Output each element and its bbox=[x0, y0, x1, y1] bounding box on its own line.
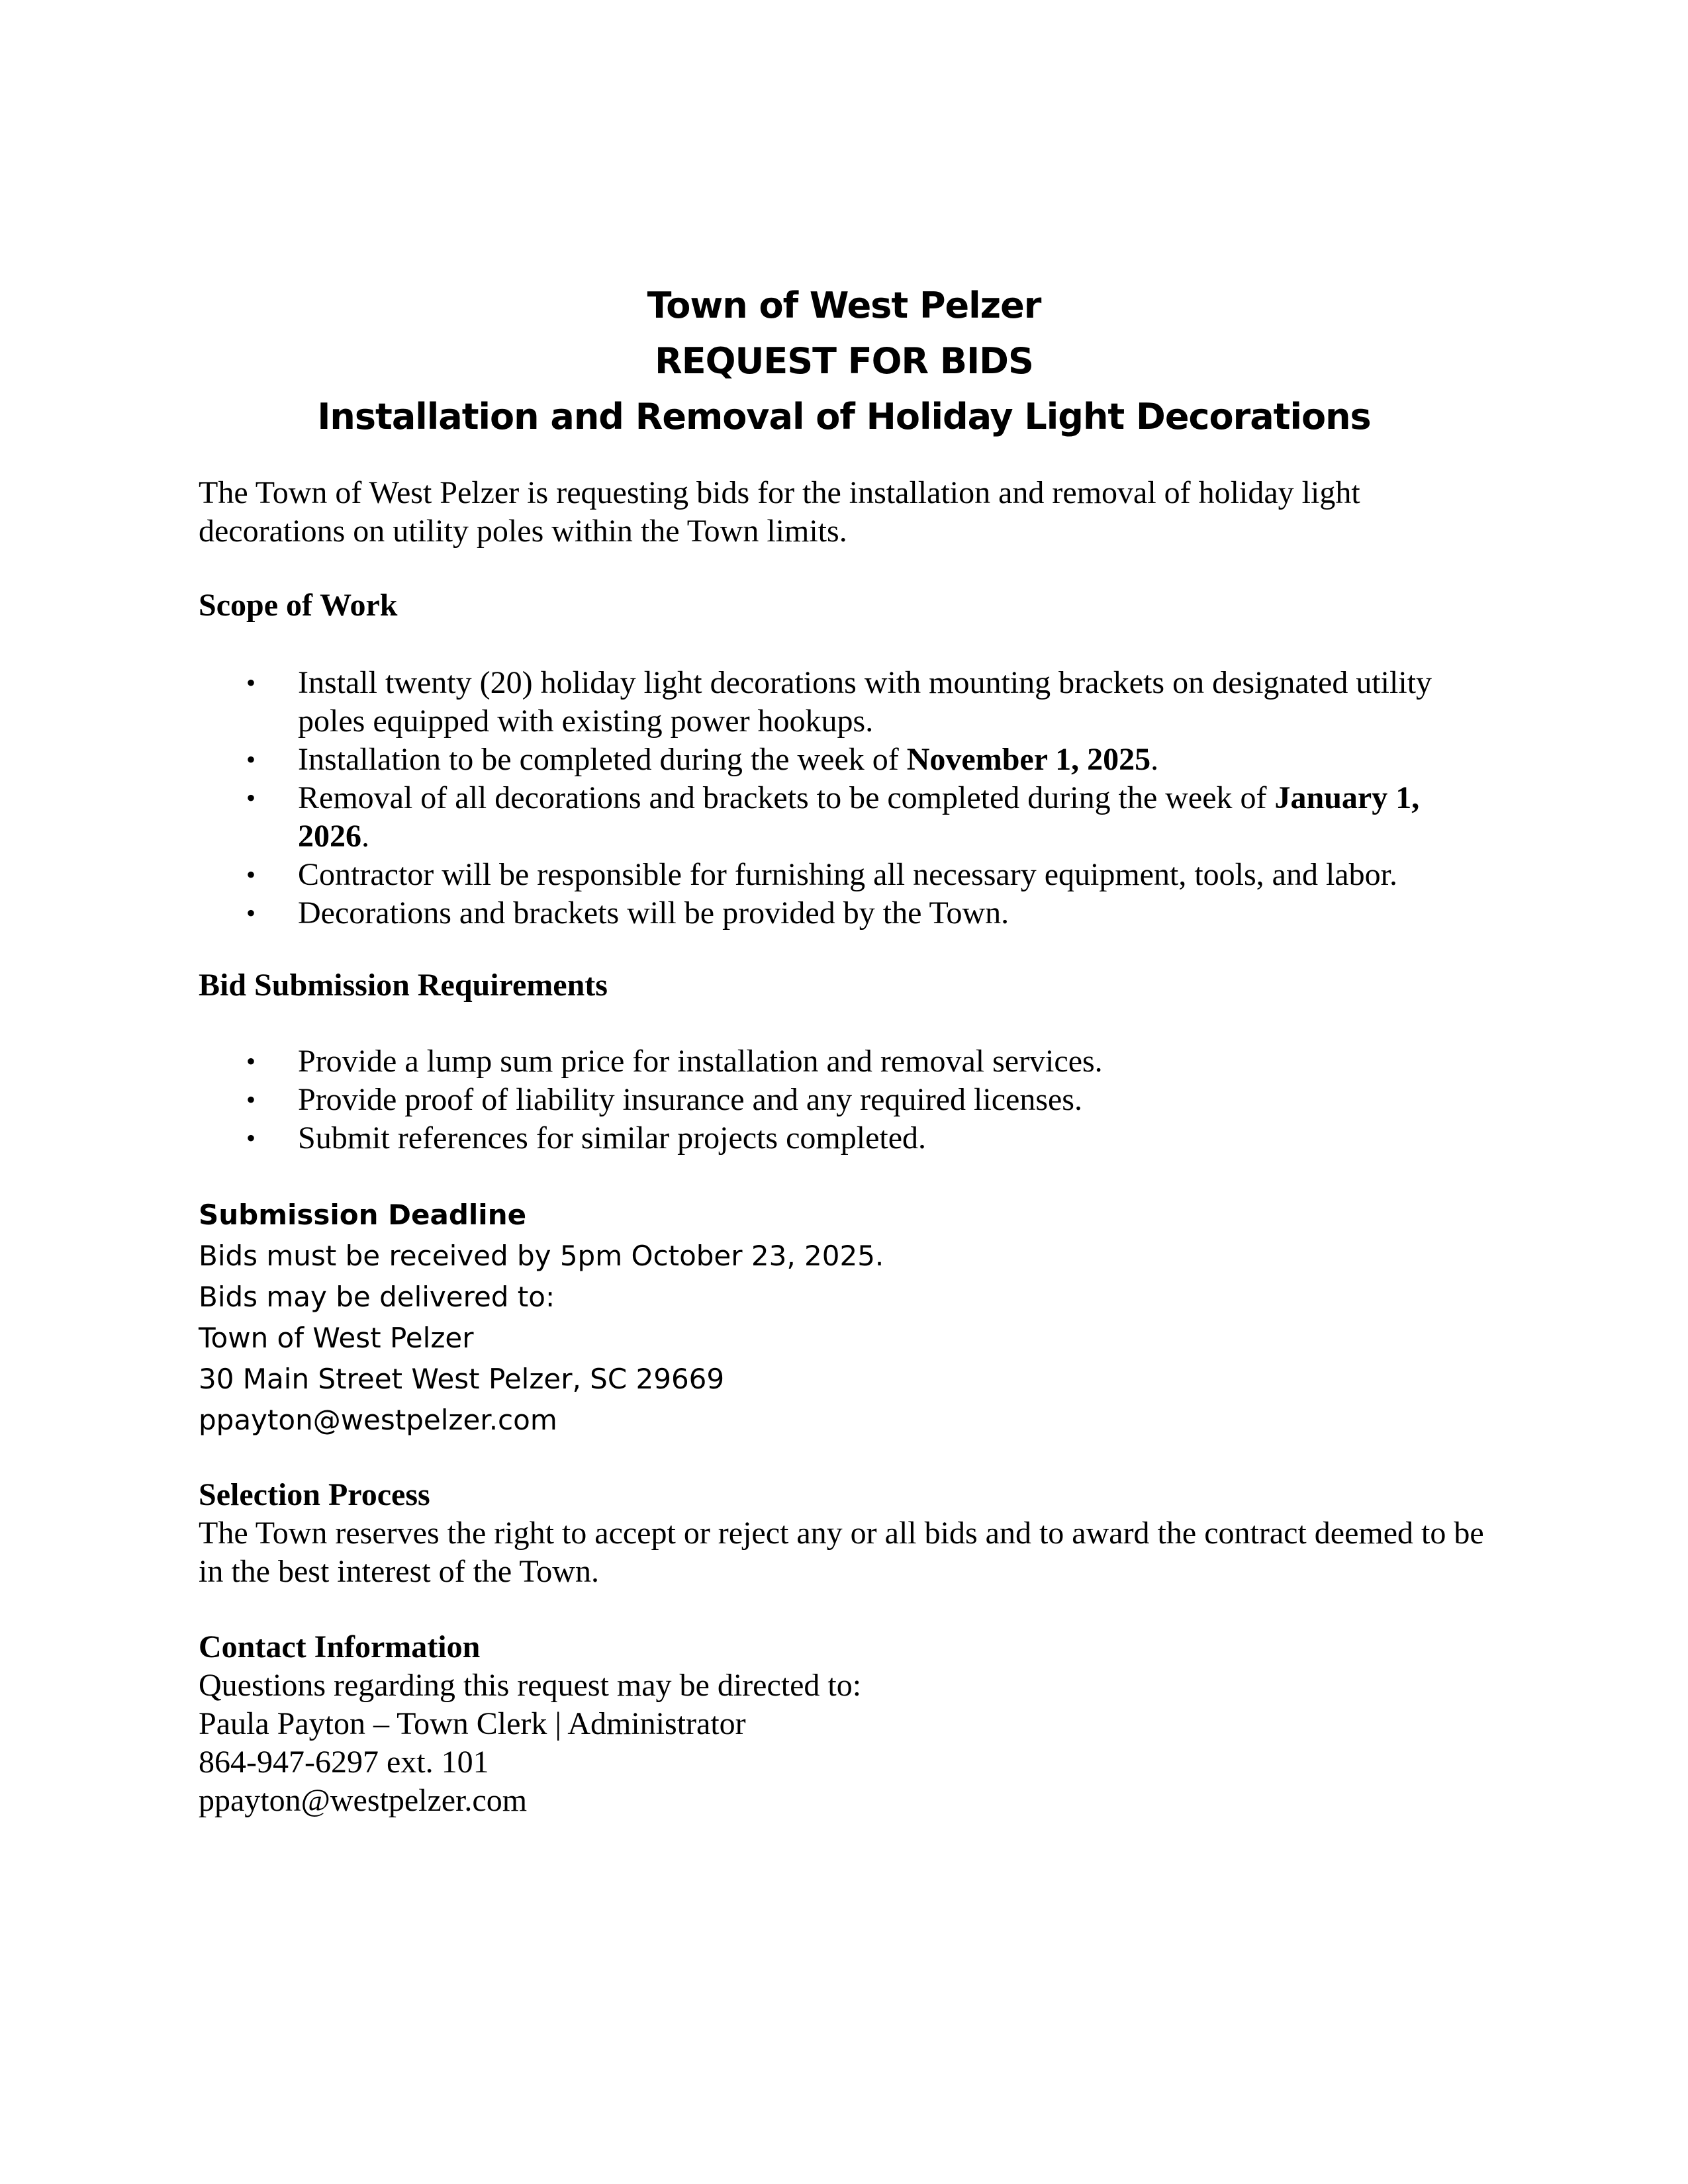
contact-heading: Contact Information bbox=[199, 1629, 481, 1664]
install-date: November 1, 2025 bbox=[906, 742, 1151, 777]
list-item: • Submit references for similar projects completed. bbox=[199, 1119, 1496, 1158]
bullet-icon: • bbox=[246, 898, 256, 928]
scope-list bbox=[199, 664, 1496, 933]
list-item: • Install twenty (20) holiday light decorations with mounting brackets on designated utility poles equipped with existing power hookups. bbox=[246, 665, 1432, 739]
delivery-intro-line: Bids may be delivered to: bbox=[199, 1281, 555, 1313]
list-item: • Decorations and brackets will be provided by the Town. bbox=[199, 894, 1496, 933]
selection-section bbox=[199, 1476, 1496, 1591]
town-title: Town of West Pelzer bbox=[647, 285, 1041, 326]
contact-intro-line: Questions regarding this request may be directed to: bbox=[199, 1668, 862, 1703]
document-type-title: REQUEST FOR BIDS bbox=[655, 340, 1033, 382]
document-subject-title: Installation and Removal of Holiday Light Decorations bbox=[317, 396, 1371, 437]
scope-list-container bbox=[199, 664, 1496, 933]
bullet-icon: • bbox=[246, 745, 256, 774]
bullet-icon: • bbox=[246, 1123, 256, 1153]
list-item: • Installation to be completed during the week of November 1, 2025. bbox=[199, 741, 1496, 779]
delivery-address-line: 30 Main Street West Pelzer, SC 29669 bbox=[199, 1363, 725, 1395]
delivery-name-line: Town of West Pelzer bbox=[199, 1322, 474, 1354]
intro-paragraph bbox=[199, 474, 1496, 551]
list-item: • Provide proof of liability insurance and any required licenses. bbox=[199, 1081, 1496, 1119]
deadline-heading: Submission Deadline bbox=[199, 1199, 527, 1231]
list-item: • Contractor will be responsible for furnishing all necessary equipment, tools, and labor. bbox=[199, 856, 1496, 894]
deadline-lines bbox=[199, 1236, 1496, 1441]
contact-name-line: Paula Payton – Town Clerk | Administrator bbox=[199, 1706, 746, 1741]
requirements-list-container bbox=[199, 1042, 1496, 1158]
selection-heading: Selection Process bbox=[199, 1477, 430, 1512]
bullet-icon: • bbox=[246, 1085, 256, 1115]
requirements-list bbox=[199, 1042, 1496, 1158]
bullet-icon: • bbox=[246, 668, 256, 698]
contact-section bbox=[199, 1628, 1496, 1820]
deadline-date-line: Bids must be received by 5pm October 23, 2025. bbox=[199, 1240, 884, 1272]
requirements-heading: Bid Submission Requirements bbox=[199, 968, 608, 1003]
deadline-section bbox=[199, 1195, 1496, 1441]
contact-lines bbox=[199, 1666, 1496, 1820]
contact-email-line: ppayton@westpelzer.com bbox=[199, 1783, 528, 1818]
bullet-icon: • bbox=[246, 1046, 256, 1076]
bullet-icon: • bbox=[246, 860, 256, 889]
selection-text: The Town reserves the right to accept or reject any or all bids and to award the contract deemed to be in the best interest of the Town. bbox=[199, 1516, 1484, 1589]
removal-date: January 1, 2026 bbox=[298, 780, 1420, 854]
document-header bbox=[0, 278, 1688, 445]
list-item: • Provide a lump sum price for installation and removal services. bbox=[199, 1042, 1496, 1081]
intro-text: The Town of West Pelzer is requesting bids for the installation and removal of holiday light decorations on utility poles within the Town limits. bbox=[199, 475, 1360, 549]
bullet-icon: • bbox=[246, 783, 256, 813]
list-item: • Removal of all decorations and brackets to be completed during the week of January 1, 2026. bbox=[246, 780, 1420, 854]
contact-phone-line: 864-947-6297 ext. 101 bbox=[199, 1745, 489, 1780]
delivery-email-line: ppayton@westpelzer.com bbox=[199, 1404, 557, 1436]
scope-heading: Scope of Work bbox=[199, 588, 398, 623]
